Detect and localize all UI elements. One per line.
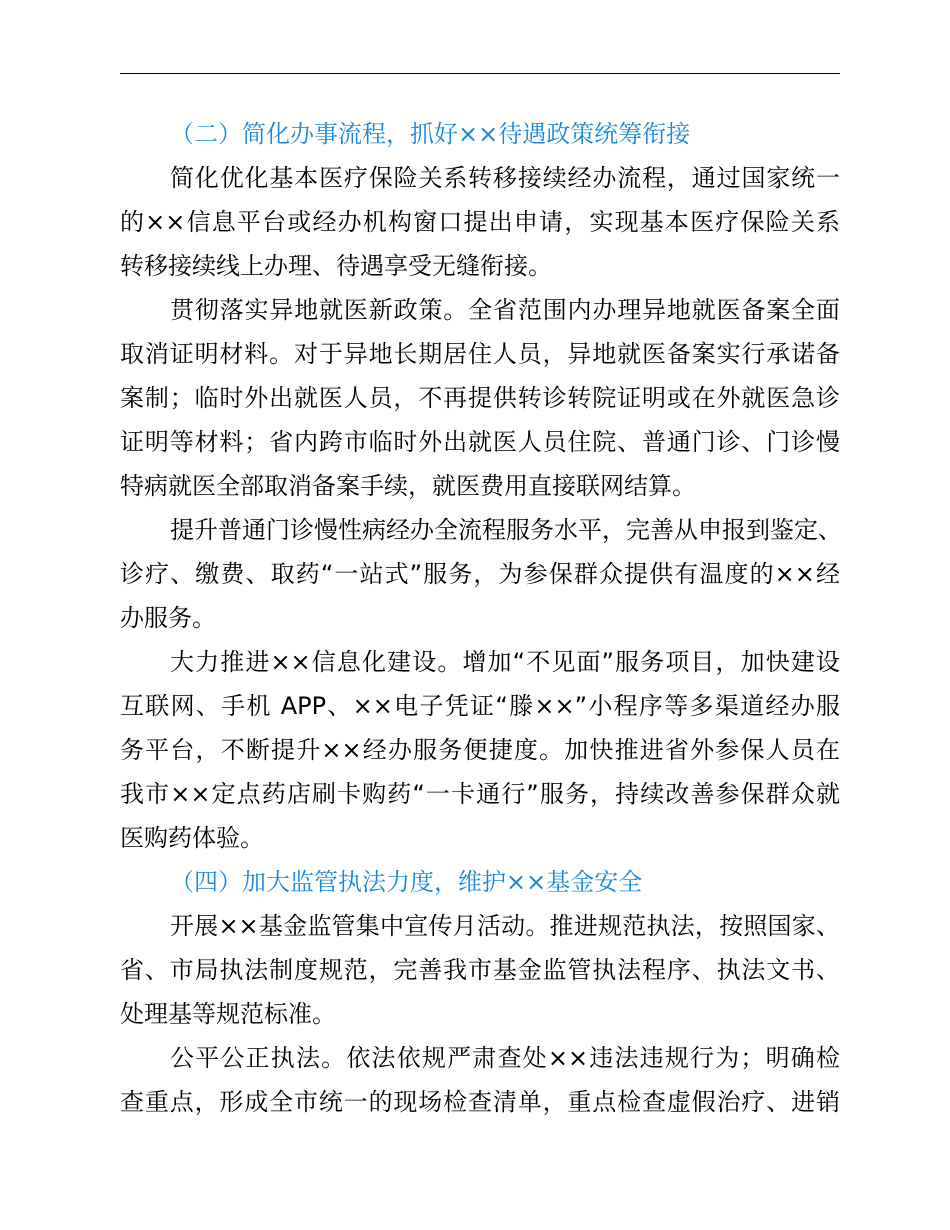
text-line: 案制；临时外出就医人员，不再提供转诊转院证明或在外就医急诊 (120, 384, 840, 412)
section-heading-2: （二）简化办事流程，抓好××待遇政策统筹衔接 (170, 120, 691, 148)
text-line: 互联网、手机 APP、××电子凭证“滕××”小程序等多渠道经办服 (120, 692, 840, 720)
text-line: 特病就医全部取消备案手续，就医费用直接联网结算。 (120, 472, 696, 500)
text-line: 诊疗、缴费、取药“一站式”服务，为参保群众提供有温度的××经 (120, 560, 840, 588)
text-line: 查重点，形成全市统一的现场检查清单，重点检查虚假治疗、进销 (120, 1088, 840, 1116)
text-line: 取消证明材料。对于异地长期居住人员，异地就医备案实行承诺备 (120, 340, 840, 368)
text-line: 务平台，不断提升××经办服务便捷度。加快推进省外参保人员在 (120, 736, 840, 764)
paragraph-fair-enforcement (120, 1036, 840, 1124)
section-heading-4: （四）加大监管执法力度，维护××基金安全 (170, 868, 643, 896)
text-line: 的××信息平台或经办机构窗口提出申请，实现基本医疗保险关系 (120, 208, 840, 236)
text-line: 省、市局执法制度规范，完善我市基金监管执法程序、执法文书、 (120, 956, 840, 984)
text-line: 提升普通门诊慢性病经办全流程服务水平，完善从申报到鉴定、 (170, 516, 842, 544)
text-line: 贯彻落实异地就医新政策。全省范围内办理异地就医备案全面 (170, 296, 840, 324)
text-line: 证明等材料；省内跨市临时外出就医人员住院、普通门诊、门诊慢 (120, 428, 840, 456)
text-line: 转移接续线上办理、待遇享受无缝衔接。 (120, 252, 552, 280)
text-line: 办服务。 (120, 604, 216, 632)
paragraph-offsite-medical (120, 288, 840, 508)
text-line: 简化优化基本医疗保险关系转移接续经办流程，通过国家统一 (170, 164, 840, 192)
text-line: 大力推进××信息化建设。增加“不见面”服务项目，加快建设 (170, 648, 840, 676)
document-body (120, 112, 840, 1124)
text-line: 开展××基金监管集中宣传月活动。推进规范执法，按照国家、 (170, 912, 840, 940)
text-line: 医购药体验。 (120, 824, 264, 852)
paragraph-transfer-continuation (120, 156, 840, 288)
paragraph-chronic-disease-service (120, 508, 840, 640)
header-rule (120, 73, 840, 74)
text-line: 处理基等规范标准。 (120, 1000, 336, 1028)
text-line: 公平公正执法。依法依规严肃查处××违法违规行为；明确检 (170, 1044, 840, 1072)
paragraph-informatization (120, 640, 840, 860)
paragraph-supervision-campaign (120, 904, 840, 1036)
text-line: 我市××定点药店刷卡购药“一卡通行”服务，持续改善参保群众就 (120, 780, 840, 808)
